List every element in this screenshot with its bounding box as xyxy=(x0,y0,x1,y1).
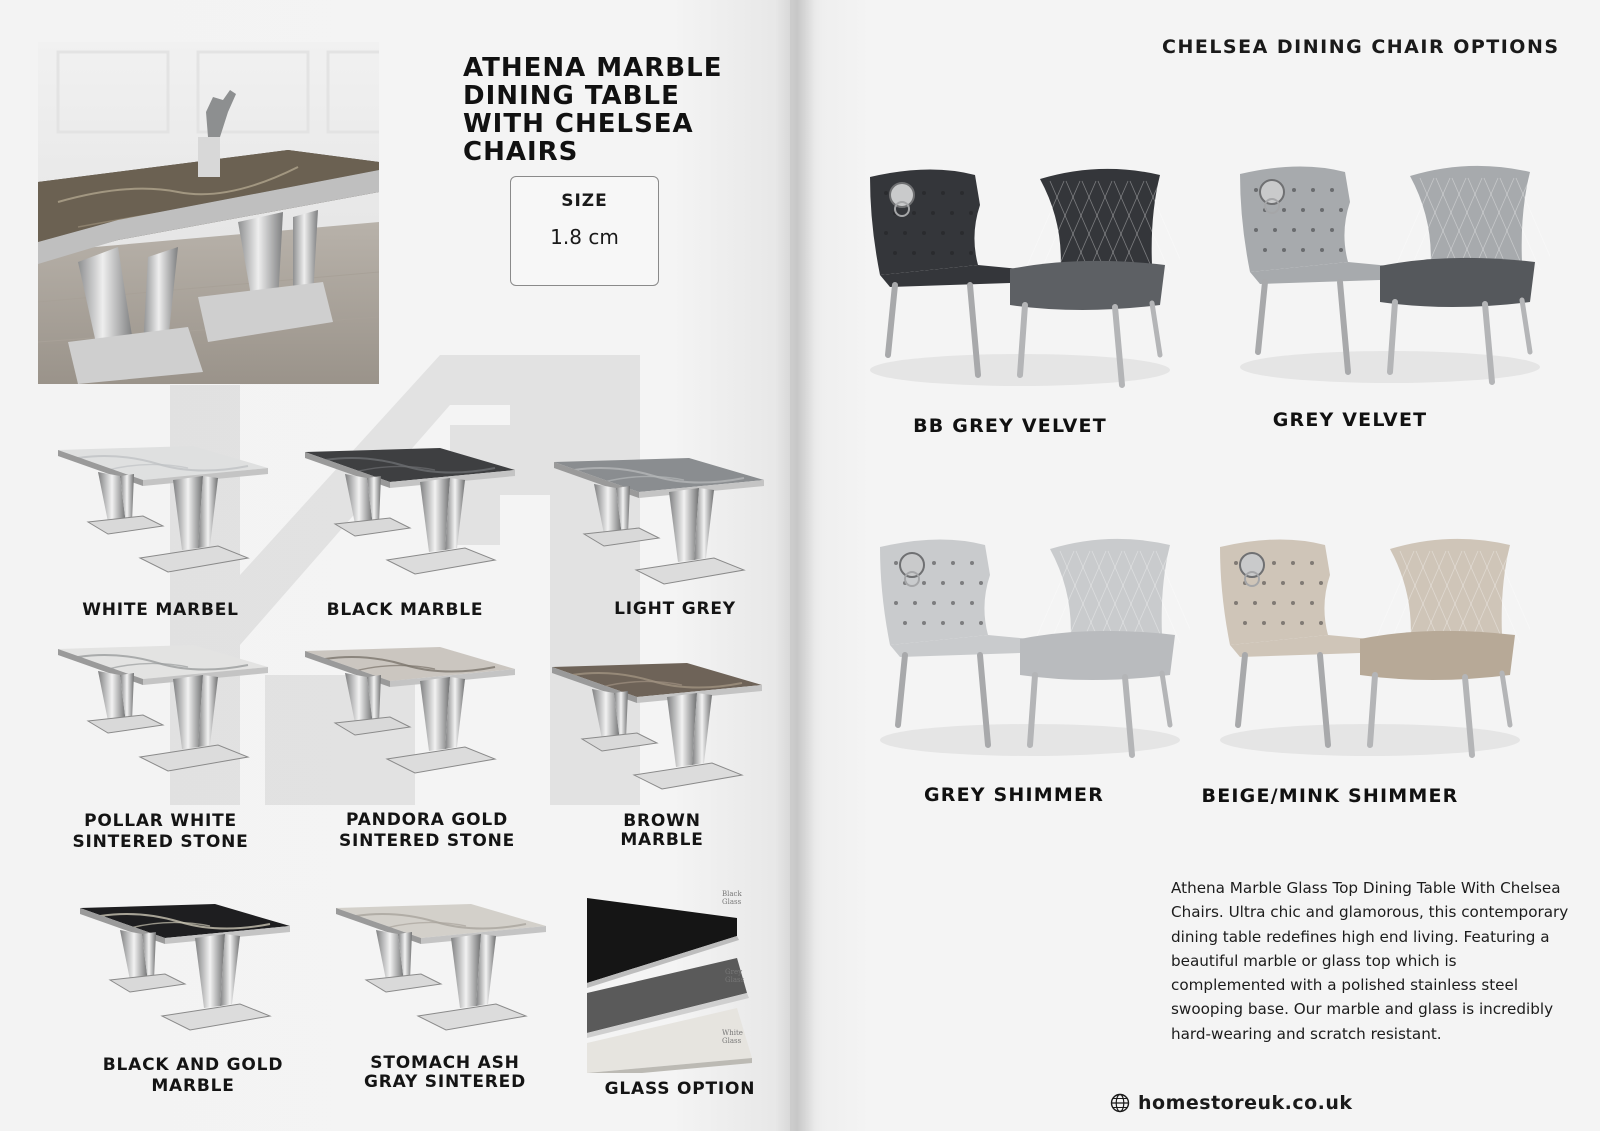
caption-line: SINTERED STONE xyxy=(338,831,516,851)
title-line: ATHENA MARBLE xyxy=(463,53,723,83)
table-option-label xyxy=(340,1054,550,1092)
table-option-pollar-white[interactable] xyxy=(58,645,273,780)
caption-line: BROWN xyxy=(623,811,701,831)
chair-option-label: GREY VELVET xyxy=(1272,409,1428,431)
table-option-stomach-ash[interactable] xyxy=(336,904,551,1039)
glass-option-label: GLASS OPTION xyxy=(604,1079,756,1099)
glass-layer-label: Black Glass xyxy=(722,890,742,906)
chair-option-grey-velvet[interactable] xyxy=(1230,162,1550,397)
right-page xyxy=(790,0,1600,1131)
caption-line: WHITE MARBEL xyxy=(82,600,239,620)
caption-line: GRAY SINTERED xyxy=(363,1072,527,1092)
title-line: CHAIRS xyxy=(463,137,579,167)
chair-option-label: BEIGE/MINK SHIMMER xyxy=(1201,785,1459,807)
caption-line: MARBLE xyxy=(151,1076,235,1096)
chair-option-beige-mink-shimmer[interactable] xyxy=(1210,535,1530,770)
table-option-black-marble[interactable] xyxy=(305,448,520,583)
glass-option-image[interactable] xyxy=(587,890,762,1073)
table-option-label xyxy=(58,811,263,853)
size-label: SIZE xyxy=(561,191,608,211)
hero-table-photo xyxy=(38,42,379,384)
caption-line: BLACK MARBLE xyxy=(326,600,484,620)
chair-options-title: CHELSEA DINING CHAIR OPTIONS xyxy=(1162,36,1560,58)
website-link[interactable] xyxy=(1110,1092,1353,1114)
table-option-label xyxy=(88,1055,298,1097)
product-description: Athena Marble Glass Top Dining Table With Chelsea Chairs. Ultra chic and glamorous, this contemporary dining table redefines high end living. Featuring a beautiful marble or glass top which is complemented with a polished stainless steel swooping base. Our marble and glass is incredibly hard-wearing and scratch resistant. xyxy=(1171,879,1569,1043)
caption-line: BLACK AND GOLD xyxy=(102,1055,284,1075)
table-option-label xyxy=(322,810,532,852)
glass-layer-label: Grey Glass xyxy=(725,968,745,984)
title-line: WITH CHELSEA xyxy=(463,109,694,139)
glass-layer-label: White Glass xyxy=(722,1029,743,1045)
table-option-brown-marble[interactable] xyxy=(552,663,767,798)
caption-line: MARBLE xyxy=(620,830,704,850)
page-spine-shadow xyxy=(775,0,815,1131)
table-option-white-marbel[interactable] xyxy=(58,446,273,581)
table-option-label xyxy=(58,600,263,621)
size-value: 1.8 cm xyxy=(550,225,619,249)
chair-option-bb-grey-velvet[interactable] xyxy=(860,165,1180,400)
website-url: homestoreuk.co.uk xyxy=(1138,1092,1353,1114)
caption-line: SINTERED STONE xyxy=(72,832,249,852)
title-line: DINING TABLE xyxy=(463,81,680,111)
caption-line: LIGHT GREY xyxy=(614,599,736,619)
chair-option-label: GREY SHIMMER xyxy=(923,784,1105,806)
table-option-black-and-gold[interactable] xyxy=(80,904,295,1039)
product-title xyxy=(463,54,763,166)
caption-line: POLLAR WHITE xyxy=(84,811,237,831)
caption-line: PANDORA GOLD xyxy=(346,810,508,830)
table-option-pandora-gold[interactable] xyxy=(305,647,520,782)
globe-icon xyxy=(1110,1093,1130,1113)
table-option-label xyxy=(570,599,780,620)
chair-option-grey-shimmer[interactable] xyxy=(870,535,1190,770)
caption-line: STOMACH ASH xyxy=(370,1053,520,1073)
chair-option-label: BB GREY VELVET xyxy=(913,415,1107,437)
table-option-label xyxy=(607,812,717,850)
table-option-light-grey[interactable] xyxy=(554,458,769,593)
size-box xyxy=(510,176,659,286)
left-page xyxy=(0,0,790,1131)
table-option-label xyxy=(300,600,510,621)
